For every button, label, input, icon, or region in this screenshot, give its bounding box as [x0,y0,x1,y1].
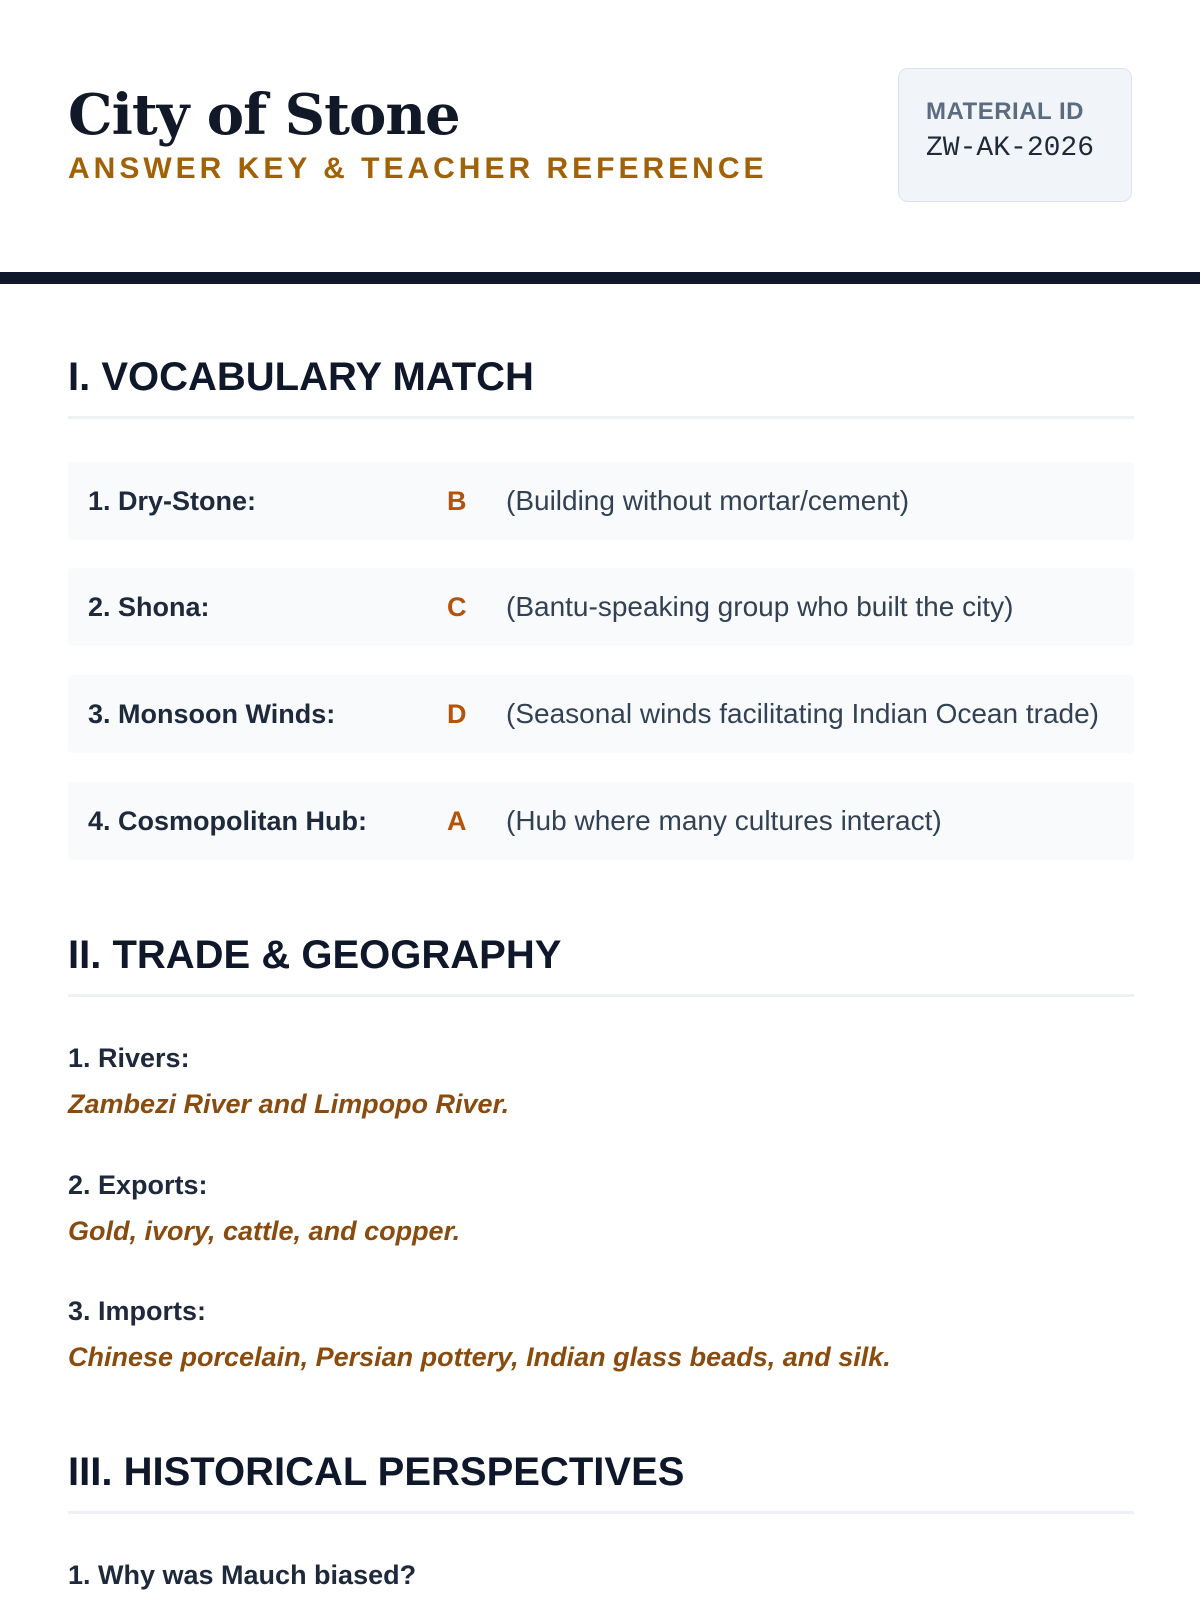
vocab-term: 2. Shona: [88,592,210,622]
trade-question: 3. Imports: [68,1296,207,1326]
vocab-definition: (Hub where many cultures interact) [506,805,942,836]
trade-answer: Chinese porcelain, Persian pottery, Indian glass beads, and silk. [68,1342,891,1372]
vocab-term: 3. Monsoon Winds: [88,699,336,729]
vocab-term: 1. Dry-Stone: [88,486,257,516]
vocab-answer-letter: A [447,806,467,836]
history-item [68,1558,1134,1592]
section-title-vocabulary: I. VOCABULARY MATCH [68,352,1134,419]
header-divider [0,272,1200,284]
trade-answer: Gold, ivory, cattle, and copper. [68,1216,461,1246]
vocab-definition: (Bantu-speaking group who built the city) [506,591,1014,622]
document-title: City of Stone [68,82,460,148]
trade-question: 1. Rivers: [68,1043,190,1073]
vocab-row [68,675,1134,753]
vocab-definition: (Building without mortar/cement) [506,485,910,516]
vocab-answer-letter: D [447,699,467,729]
vocab-row [68,568,1134,646]
vocab-row [68,782,1134,860]
vocab-row [68,462,1134,540]
trade-item [68,1041,1134,1121]
trade-item [68,1168,1134,1248]
trade-question: 2. Exports: [68,1170,208,1200]
material-id-label: MATERIAL ID [926,98,1084,125]
section-title-trade: II. TRADE & GEOGRAPHY [68,930,1134,997]
material-id-box [898,68,1132,202]
vocab-definition: (Seasonal winds facilitating Indian Ocean trade) [506,698,1100,729]
page-header [0,0,1200,272]
vocab-answer-letter: B [447,486,467,516]
vocab-answer-letter: C [447,592,467,622]
material-id-value: ZW-AK-2026 [926,133,1095,164]
vocab-term: 4. Cosmopolitan Hub: [88,806,367,836]
trade-answer: Zambezi River and Limpopo River. [68,1089,510,1119]
document-subtitle: ANSWER KEY & TEACHER REFERENCE [68,152,768,185]
history-question: 1. Why was Mauch biased? [68,1560,417,1590]
section-title-history: III. HISTORICAL PERSPECTIVES [68,1447,1134,1514]
trade-item [68,1294,1134,1374]
